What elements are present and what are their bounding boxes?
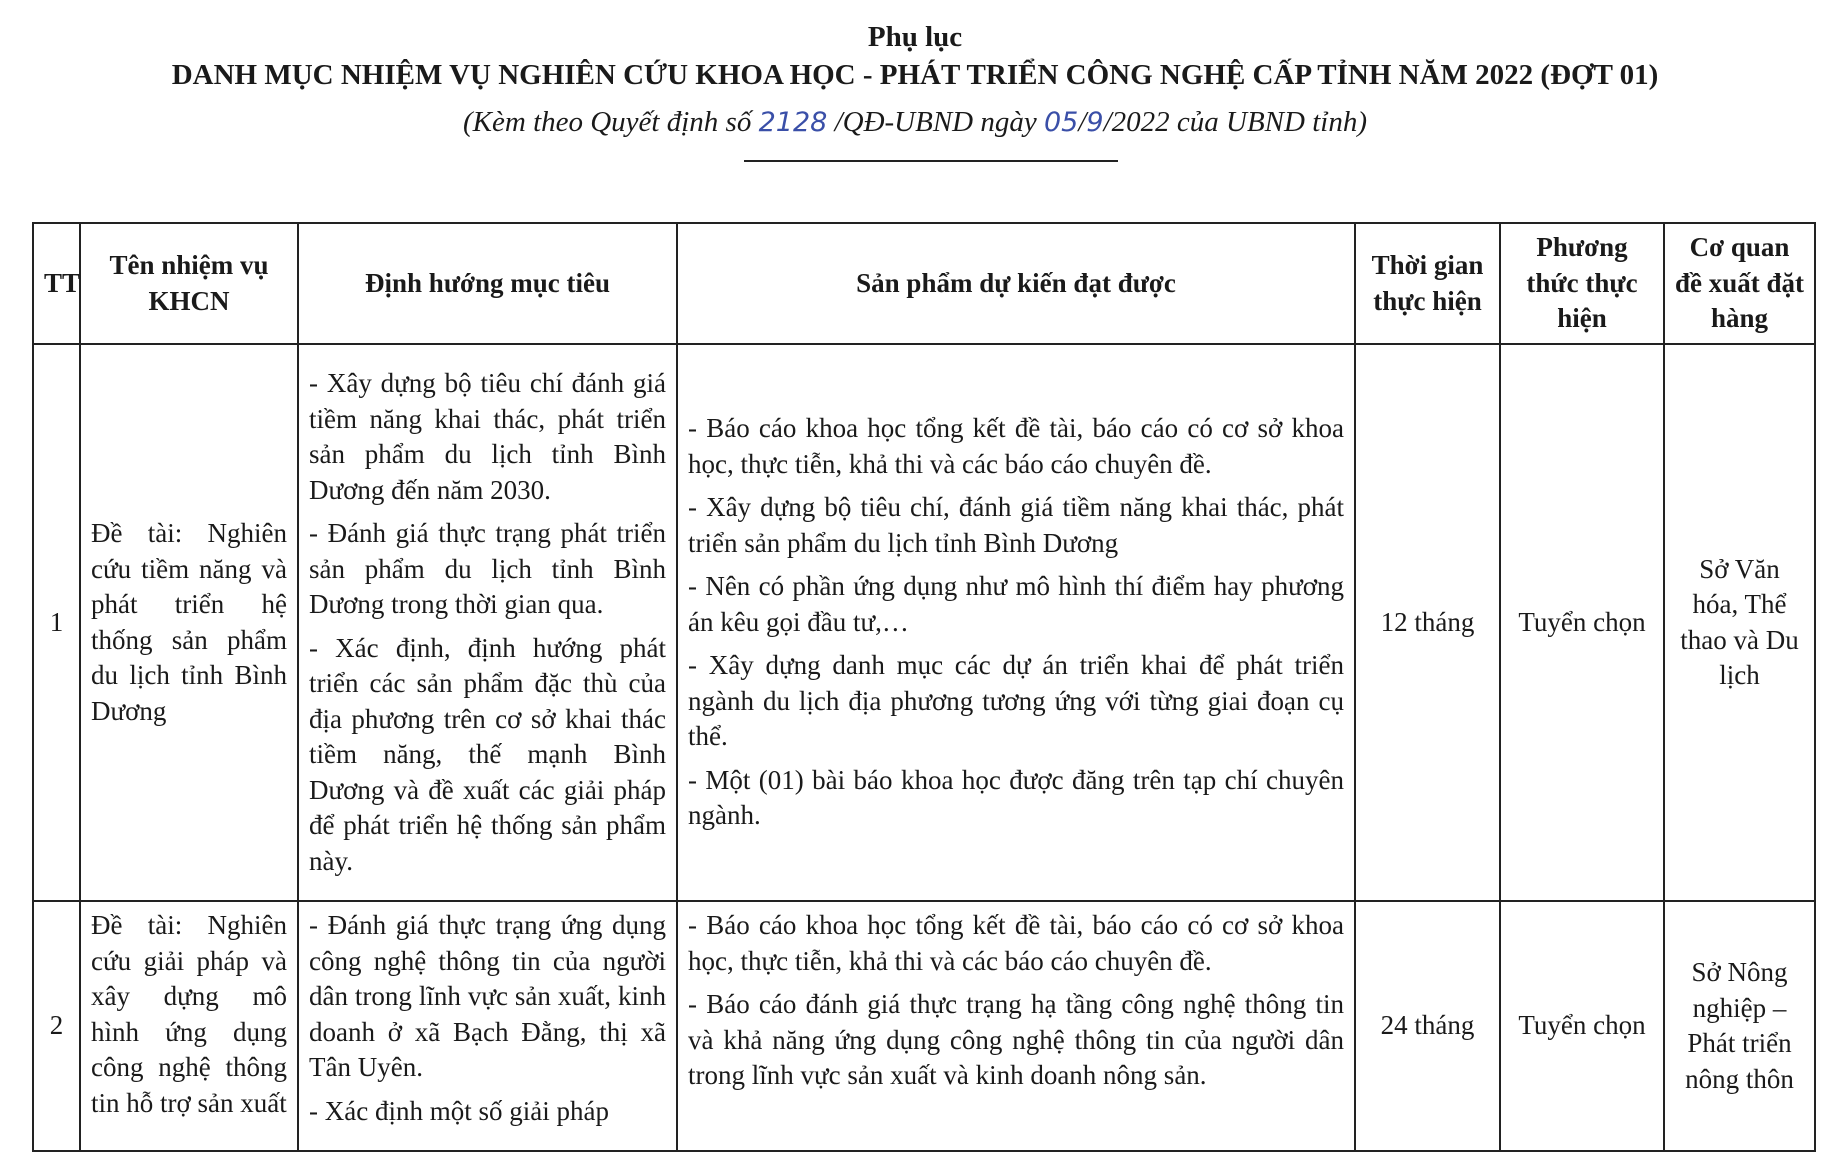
decision-suffix: /2022 của UBND tỉnh): [1103, 106, 1367, 138]
col-header-name: Tên nhiệm vụ KHCN: [80, 223, 298, 344]
task-name-text: Đề tài: Nghiên cứu giải pháp và xây dựng mô hình ứng dụng công nghệ thông tin hỗ trợ sản xuất: [91, 910, 287, 1118]
product-item: - Xây dựng danh mục các dự án triển khai để phát triển ngành du lịch địa phương tương ứng với từng giai đoạn cụ thể.: [688, 650, 1344, 752]
row-tt: 1: [33, 344, 80, 901]
appendix-label: Phụ lục: [867, 21, 963, 53]
row-method: Tuyển chọn: [1500, 344, 1664, 901]
product-item: - Báo cáo khoa học tổng kết đề tài, báo cáo có cơ sở khoa học, thực tiễn, khả thi và các báo cáo chuyên đề.: [688, 413, 1344, 479]
row-agency: Sở Nông nghiệp – Phát triển nông thôn: [1664, 901, 1815, 1151]
table-header-row: [33, 223, 1815, 344]
row-objectives: [298, 344, 677, 901]
decision-prefix: (Kèm theo Quyết định số: [463, 106, 759, 138]
col-header-agency: Cơ quan đề xuất đặt hàng: [1664, 223, 1815, 344]
product-item: - Nên có phần ứng dụng như mô hình thí điểm hay phương án kêu gọi đầu tư,…: [688, 571, 1344, 637]
decision-number-handwritten: 2128: [758, 107, 828, 138]
col-header-method: Phương thức thực hiện: [1500, 223, 1664, 344]
header-underline: [744, 160, 1118, 162]
document-title: DANH MỤC NHIỆM VỤ NGHIÊN CỨU KHOA HỌC - PHÁT TRIỂN CÔNG NGHỆ CẤP TỈNH NĂM 2022 (ĐỢT 01): [171, 59, 1659, 91]
decision-reference: [0, 100, 1830, 145]
product-item: - Báo cáo đánh giá thực trạng hạ tầng công nghệ thông tin và khả năng ứng dụng công nghệ thông tin của người dân trong lĩnh vực sản xuất và kinh doanh nông sản.: [688, 989, 1344, 1090]
date-slash: /: [1078, 106, 1087, 138]
col-header-products: Sản phẩm dự kiến đạt được: [677, 223, 1355, 344]
objective-item: - Xây dựng bộ tiêu chí đánh giá tiềm năng khai thác, phát triển sản phẩm du lịch tỉnh Bình Dương đến năm 2030.: [309, 368, 666, 505]
col-header-objectives: Định hướng mục tiêu: [298, 223, 677, 344]
row-products: [677, 344, 1355, 901]
table-row: [33, 901, 1815, 1151]
objective-item: - Đánh giá thực trạng phát triển sản phẩm du lịch tỉnh Bình Dương trong thời gian qua.: [309, 518, 666, 619]
task-table: [32, 222, 1816, 1152]
row-products: [677, 901, 1355, 1151]
objective-item: - Đánh giá thực trạng ứng dụng công nghệ thông tin của người dân trong lĩnh vực sản xuất, kinh doanh ở xã Bạch Đằng, thị xã Tân Uyên.: [309, 910, 666, 1082]
decision-mid: /QĐ-UBND ngày: [827, 106, 1044, 138]
col-header-duration: Thời gian thực hiện: [1355, 223, 1500, 344]
table-row: [33, 344, 1815, 901]
row-method: Tuyển chọn: [1500, 901, 1664, 1151]
objective-item: - Xác định một số giải pháp: [309, 1095, 609, 1126]
objectives-clip: [309, 908, 666, 1129]
product-item: - Báo cáo khoa học tổng kết đề tài, báo cáo có cơ sở khoa học, thực tiễn, khả thi và các báo cáo chuyên đề.: [688, 910, 1344, 976]
col-header-tt: TT: [33, 223, 80, 344]
product-item: - Xây dựng bộ tiêu chí, đánh giá tiềm năng khai thác, phát triển sản phẩm du lịch tỉnh Bình Dương: [688, 492, 1344, 558]
row-duration: 12 tháng: [1355, 344, 1500, 901]
row-objectives: [298, 901, 677, 1151]
product-item: - Một (01) bài báo khoa học được đăng trên tạp chí chuyên ngành.: [688, 764, 1344, 831]
row-agency: Sở Văn hóa, Thể thao và Du lịch: [1664, 344, 1815, 901]
decision-month-handwritten: 9: [1086, 107, 1104, 138]
row-task-name: Đề tài: Nghiên cứu tiềm năng và phát triển hệ thống sản phẩm du lịch tỉnh Bình Dương: [80, 344, 298, 901]
objective-item: - Xác định, định hướng phát triển các sản phẩm đặc thù của địa phương trên cơ sở khai thác tiềm năng, thế mạnh Bình Dương và đề xuất các giải pháp để phát triển hệ thống sản phẩm này.: [309, 632, 666, 876]
document-header: [0, 18, 1830, 145]
row-task-name: [80, 901, 298, 1151]
row-duration: 24 tháng: [1355, 901, 1500, 1151]
decision-day-handwritten: 05: [1043, 107, 1079, 138]
row-tt: 2: [33, 901, 80, 1151]
